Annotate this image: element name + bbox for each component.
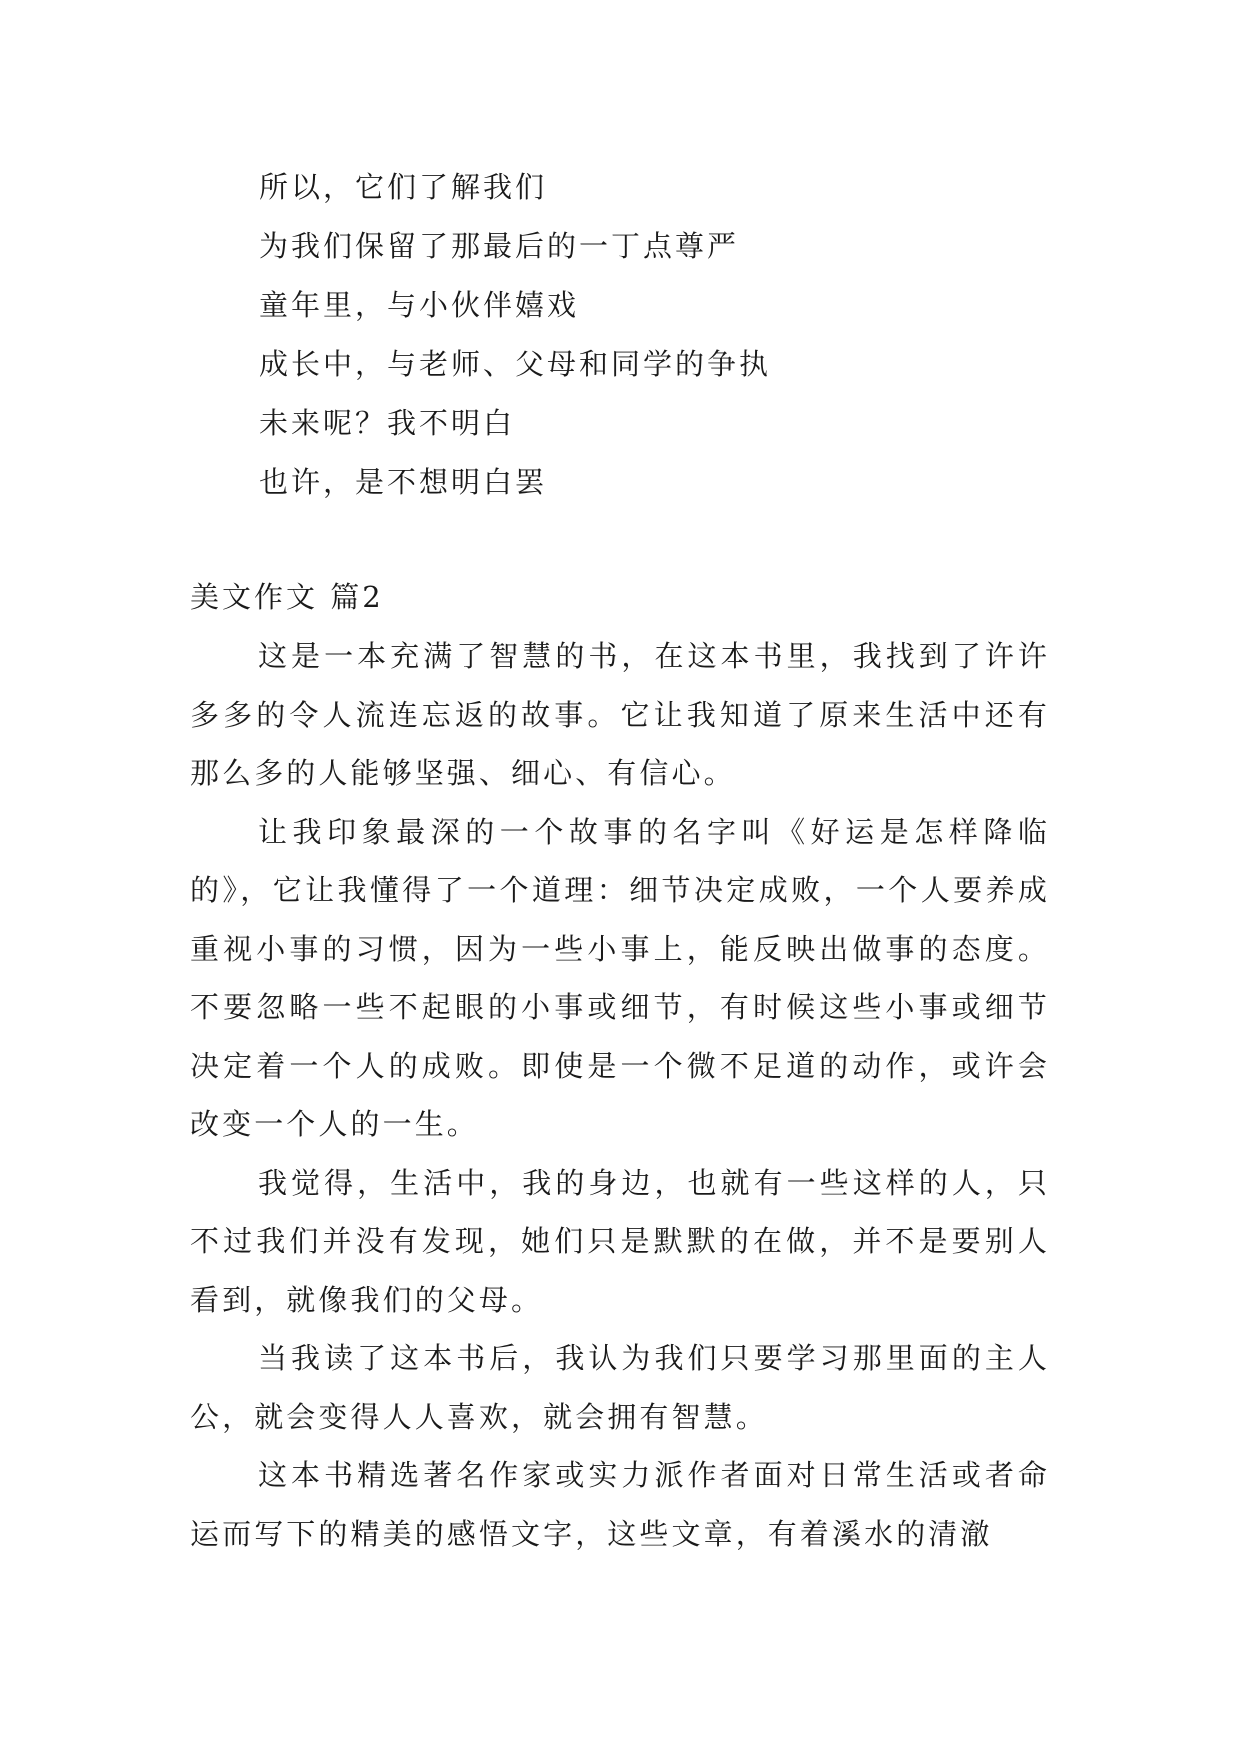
poem-line: 未来呢？我不明白 [259, 406, 516, 440]
poem-line: 所以，它们了解我们 [259, 170, 548, 204]
poem-block [259, 158, 771, 512]
poem-line: 童年里，与小伙伴嬉戏 [259, 288, 580, 322]
paragraph: 让我印象最深的一个故事的名字叫《好运是怎样降临的》，它让我懂得了一个道理：细节决定成败，一个人要养成重视小事的习惯，因为一些小事上，能反映出做事的态度。不要忽略一些不起眼的小事或细节，有时候这些小事或细节决定着一个人的成败。即使是一个微不足道的动作，或许会改变一个人的一生。 [190, 814, 1050, 1141]
paragraph: 我觉得，生活中，我的身边，也就有一些这样的人，只不过我们并没有发现，她们只是默默的在做，并不是要别人看到，就像我们的父母。 [190, 1165, 1050, 1317]
section-heading: 美文作文 篇2 [190, 580, 384, 614]
poem-line: 为我们保留了那最后的一丁点尊严 [259, 229, 740, 263]
article-block [190, 568, 1050, 1563]
poem-line: 也许，是不想明白罢 [259, 465, 548, 499]
poem-line: 成长中，与老师、父母和同学的争执 [259, 347, 772, 381]
paragraph: 当我读了这本书后，我认为我们只要学习那里面的主人公，就会变得人人喜欢，就会拥有智慧。 [190, 1341, 1050, 1434]
paragraph: 这本书精选著名作家或实力派作者面对日常生活或者命运而写下的精美的感悟文字，这些文章，有着溪水的清澈 [190, 1458, 1050, 1551]
paragraph: 这是一本充满了智慧的书，在这本书里，我找到了许许多多的令人流连忘返的故事。它让我知道了原来生活中还有那么多的人能够坚强、细心、有信心。 [190, 639, 1050, 790]
